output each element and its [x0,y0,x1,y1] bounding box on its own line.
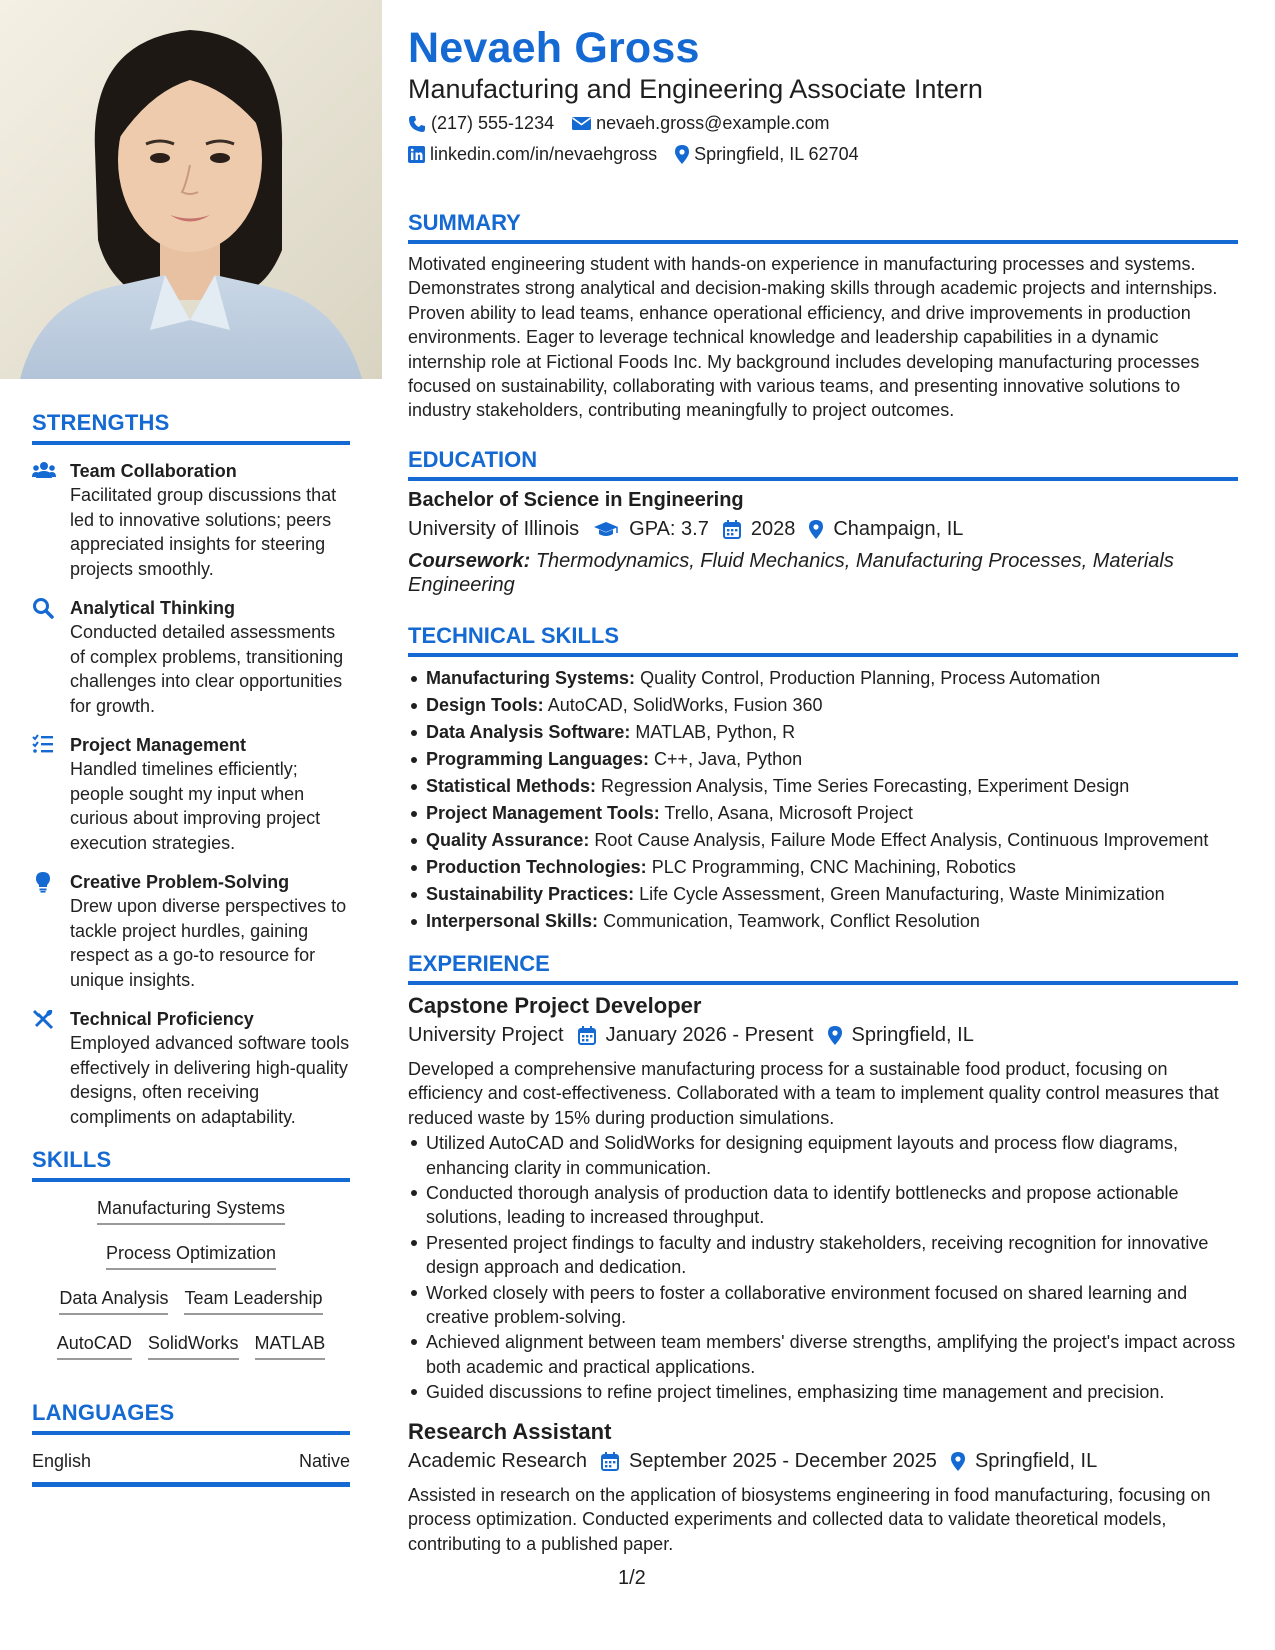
language-item [32,1439,350,1487]
tech-skill-value: Life Cycle Assessment, Green Manufacturing, Waste Minimization [639,884,1165,904]
language-name: English [32,1451,92,1471]
tech-skill-label: Quality Assurance: [426,830,590,850]
profile-photo [0,0,382,379]
education-meta [408,518,1238,541]
tech-skill-value: Regression Analysis, Time Series Forecasting, Experiment Design [601,776,1130,796]
job-location-item [951,1450,1097,1473]
portrait-illustration [0,0,382,379]
year-text: 2028 [750,518,796,540]
contact-row [408,144,877,165]
year-item [723,518,796,541]
tech-skill-value: MATLAB, Python, R [635,722,796,742]
strength-item [32,1007,350,1129]
linkedin-icon [408,146,425,163]
skill-tag: SolidWorks [148,1331,239,1360]
job-dates: September 2025 - December 2025 [628,1449,937,1472]
users-icon [32,459,70,581]
strength-description: Handled timelines efficiently; people sought my input when curious about improving project execution strategies. [70,759,321,853]
edu-location-item [809,518,963,541]
contact-row [408,113,847,134]
tech-skill-label: Sustainability Practices: [426,884,635,904]
gpa-item [593,518,709,541]
phone-contact [408,113,554,134]
languages-heading: LANGUAGES [32,1400,350,1435]
strength-description: Facilitated group discussions that led to innovative solutions; peers appreciated insights for steering projects smoothly. [70,485,337,579]
job-meta [408,1024,1238,1047]
strength-title: Project Management [70,735,247,755]
job-entry [408,993,1238,1405]
job-bullet: Presented project findings to faculty and industry stakeholders, receiving recognition for innovative design approach and dedication. [408,1231,1238,1280]
strength-description: Employed advanced software tools effectively in delivering high-quality designs, often receiving compliments on adaptability. [70,1033,350,1127]
job-org: Academic Research [408,1449,587,1472]
skills-list [32,1196,350,1360]
technical-skills-list [408,665,1238,935]
tech-skill-label: Design Tools: [426,695,544,715]
job-bullets [408,1131,1238,1404]
tech-skill-label: Manufacturing Systems: [426,668,636,688]
calendar-icon [601,1452,619,1471]
edu-location-text: Champaign, IL [833,518,964,540]
job-bullet: Conducted thorough analysis of production data to identify bottlenecks and propose actionable solutions, leading to increased throughput. [408,1181,1238,1230]
location-text: Springfield, IL 62704 [694,144,859,164]
job-location: Springfield, IL [974,1449,1098,1472]
tech-skill-value: Quality Control, Production Planning, Process Automation [640,668,1101,688]
job-description: Developed a comprehensive manufacturing process for a sustainable food product, focusing on efficiency and cost-effectiveness. Collaborated with a team to implement quality control measures that reduced waste by 15% during production simulations. [408,1059,1219,1128]
language-level: Native [298,1451,350,1471]
strengths-heading: STRENGTHS [32,410,350,445]
search-icon [32,596,70,718]
skill-tag: Team Leadership [184,1286,322,1315]
tech-skill-value: AutoCAD, SolidWorks, Fusion 360 [547,695,823,715]
location-contact [675,144,858,165]
sidebar [0,0,382,1650]
list-check-icon [32,733,70,855]
envelope-icon [572,116,591,131]
tech-skill-item [408,881,1238,908]
strength-description: Drew upon diverse perspectives to tackle project hurdles, gaining respect as a go-to resource for unique insights. [70,896,347,990]
job-bullet: Utilized AutoCAD and SolidWorks for designing equipment layouts and process flow diagrams, enhancing clarity in communication. [408,1131,1238,1180]
tech-skill-label: Interpersonal Skills: [426,911,599,931]
tech-skill-item [408,800,1238,827]
job-dates-item [578,1024,814,1047]
tech-skill-value: Root Cause Analysis, Failure Mode Effect Analysis, Continuous Improvement [594,830,1209,850]
job-description: Assisted in research on the application of biosystems engineering in food manufacturing, focusing on process optimization. Conducted experiments and collected data to validate theoretical models, contributing to a published paper. [408,1484,1211,1554]
job-title: Research Assistant [408,1418,612,1444]
map-pin-icon [951,1452,965,1471]
tech-skill-item [408,719,1238,746]
graduation-cap-icon [593,521,619,539]
summary-heading: SUMMARY [408,210,1238,244]
summary-text: Motivated engineering student with hands-on experience in manufacturing processes and systems. Demonstrates strong analytical and decision-making skills through academic projects and internships. Proven ability to lead teams, enhance operational efficiency, and drive improvements in production environments. Eager to leverage technical knowledge and leadership capabilities in a dynamic internship role at Fictional Foods Inc. My background includes developing manufacturing processes focused on sustainability, collaborating with various teams, and presenting innovative solutions to industry stakeholders, contributing meaningfully to project outcomes. [408,254,1218,421]
tech-skill-label: Programming Languages: [426,749,650,769]
coursework-text: Thermodynamics, Fluid Mechanics, Manufacturing Processes, Materials Engineering [408,550,1174,596]
page-number: 1/2 [618,1567,646,1589]
coursework-label: Coursework: [408,550,531,572]
strength-title: Analytical Thinking [70,598,236,618]
strength-item [32,870,350,992]
experience-heading: EXPERIENCE [408,951,1238,985]
job-location-item [828,1024,974,1047]
job-org: University Project [408,1024,564,1046]
job-location: Springfield, IL [851,1024,974,1046]
skill-tag: Process Optimization [106,1241,276,1270]
calendar-icon [578,1026,596,1045]
linkedin-text: linkedin.com/in/nevaehgross [430,144,658,164]
coursework [408,549,1238,597]
tech-skill-item [408,692,1238,719]
job-dates-item [601,1450,937,1473]
education-heading: EDUCATION [408,447,1238,481]
job-bullet: Worked closely with peers to foster a collaborative environment focused on shared learning and creative problem-solving. [408,1281,1238,1330]
strength-description: Conducted detailed assessments of complex problems, transitioning challenges into clear opportunities for growth. [70,622,344,716]
job-dates: January 2026 - Present [605,1024,814,1046]
job-bullet: Guided discussions to refine project timelines, emphasizing time management and precision. [408,1380,1238,1404]
school-name: University of Illinois [408,518,580,540]
tech-skill-item [408,746,1238,773]
strength-item [32,733,350,855]
map-pin-icon [809,520,823,539]
job-entry [408,1419,1238,1556]
tech-skill-item [408,665,1238,692]
linkedin-contact[interactable] [408,144,657,165]
strength-title: Creative Problem-Solving [70,872,290,892]
tech-skill-label: Production Technologies: [426,857,647,877]
tech-skill-label: Project Management Tools: [426,803,660,823]
gpa-text: GPA: 3.7 [629,518,709,540]
skill-tag: Data Analysis [59,1286,168,1315]
strength-title: Technical Proficiency [70,1009,254,1029]
strength-item [32,459,350,581]
degree-title: Bachelor of Science in Engineering [408,489,744,511]
tech-skill-value: PLC Programming, CNC Machining, Robotics [651,857,1016,877]
email-text: nevaeh.gross@example.com [596,113,830,133]
job-title: Capstone Project Developer [408,993,702,1018]
map-pin-icon [675,145,689,164]
experience-section [408,951,1238,1556]
skill-tag: Manufacturing Systems [97,1196,285,1225]
tech-skill-label: Data Analysis Software: [426,722,631,742]
candidate-title: Manufacturing and Engineering Associate Intern [408,74,983,104]
tech-skill-value: Trello, Asana, Microsoft Project [664,803,913,823]
summary-section [408,210,1238,423]
strength-item [32,596,350,718]
strength-title: Team Collaboration [70,461,237,481]
tech-skill-label: Statistical Methods: [426,776,597,796]
calendar-icon [723,520,741,539]
email-contact[interactable] [572,113,829,134]
tech-skill-value: Communication, Teamwork, Conflict Resolution [603,911,980,931]
lightbulb-icon [32,870,70,992]
tech-skill-item [408,773,1238,800]
tech-skill-item [408,854,1238,881]
tech-skill-item [408,827,1238,854]
phone-icon [408,115,426,133]
tech-skill-value: C++, Java, Python [654,749,803,769]
skill-tag: AutoCAD [57,1331,132,1360]
skills-heading: SKILLS [32,1147,350,1182]
candidate-name: Nevaeh Gross [408,24,700,72]
technical-skills-heading: TECHNICAL SKILLS [408,623,1238,657]
tools-icon [32,1007,70,1129]
job-meta [408,1450,1238,1473]
skill-tag: MATLAB [255,1331,326,1360]
technical-skills-section [408,623,1238,935]
education-section [408,447,1238,597]
tech-skill-item [408,908,1238,935]
phone-text: (217) 555-1234 [431,113,555,133]
map-pin-icon [828,1026,842,1045]
sidebar-content [32,410,350,1487]
job-bullet: Achieved alignment between team members' diverse strengths, amplifying the project's impact across both academic and practical applications. [408,1330,1238,1379]
